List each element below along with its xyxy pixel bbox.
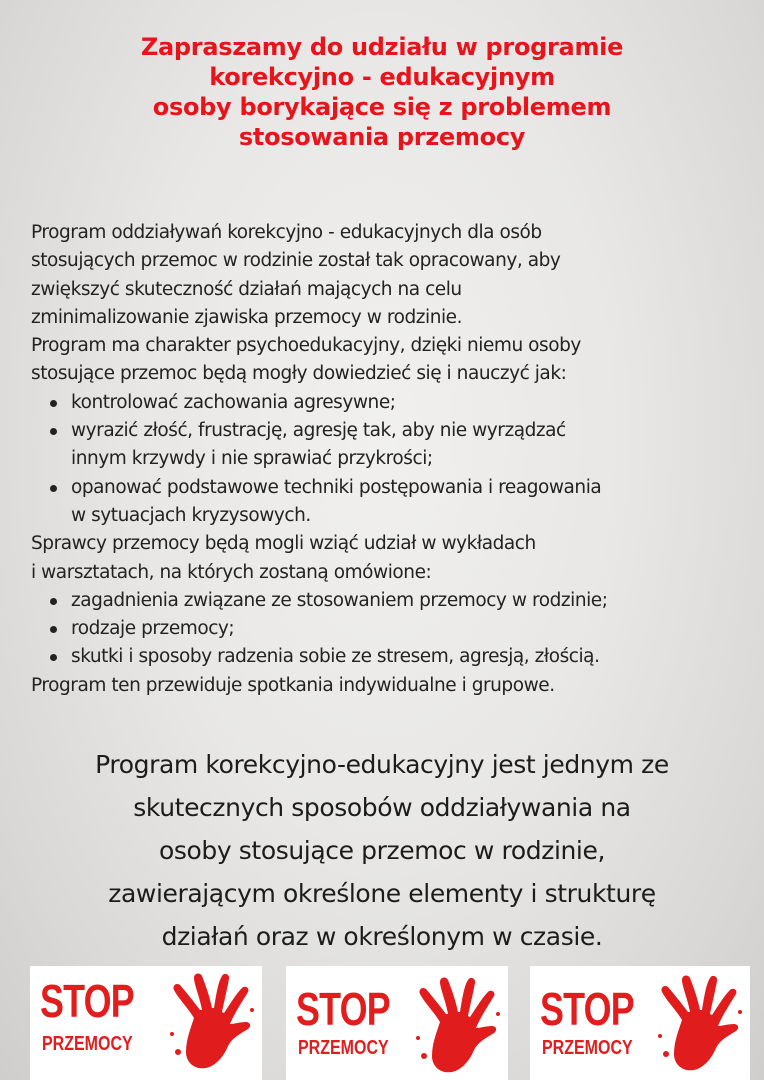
closing-line: skutecznych sposobów oddziaływania na: [133, 793, 631, 822]
title-line: stosowania przemocy: [238, 123, 526, 151]
topics-list: [31, 587, 764, 672]
stop-word: STOP: [296, 983, 390, 1035]
closing-line: działań oraz w określonym w czasie.: [161, 922, 603, 951]
list-item-text: innym krzywdy i nie sprawiać przykrości;: [71, 448, 433, 470]
stop-word: STOP: [540, 983, 634, 1035]
red-hand-icon: [410, 974, 502, 1078]
list-item-text: wyrazić złość, frustrację, agresję tak, aby nie wyrządzać: [71, 420, 566, 442]
closing-line: zawierającym określone elementy i strukturę: [108, 879, 656, 908]
stop-subtitle: PRZEMOCY: [42, 1033, 133, 1055]
intro-line: stosujących przemoc w rodzinie został tak opracowany, aby: [31, 250, 561, 272]
closing-line: Program korekcyjno-edukacyjny jest jednym ze: [95, 750, 669, 779]
red-hand-icon: [164, 970, 256, 1074]
page-title: [0, 32, 764, 152]
intro-line: zminimalizowanie zjawiska przemocy w rodzinie.: [31, 306, 463, 328]
closing-line: osoby stosujące przemoc w rodzinie,: [158, 836, 606, 865]
middle-line: i warsztatach, na których zostaną omówione:: [31, 561, 432, 583]
stop-badge: [286, 966, 508, 1080]
list-item: [31, 389, 764, 417]
list-item-text: opanować podstawowe techniki postępowania i reagowania: [71, 476, 602, 498]
list-item: zagadnienia związane ze stosowaniem przemocy w rodzinie;: [31, 587, 764, 615]
stop-badges: [0, 966, 764, 1080]
list-item: rodzaje przemocy;: [31, 615, 764, 643]
outro-line: Program ten przewiduje spotkania indywidualne i grupowe.: [31, 674, 555, 696]
program-description: [31, 219, 764, 700]
stop-badge: [530, 966, 750, 1080]
middle-line: Sprawcy przemocy będą mogli wziąć udział w wykładach: [31, 533, 536, 555]
intro-line: stosujące przemoc będą mogły dowiedzieć się i nauczyć jak:: [31, 363, 567, 385]
intro-line: Program oddziaływań korekcyjno - edukacyjnych dla osób: [31, 222, 542, 243]
closing-statement: [0, 743, 764, 958]
red-hand-icon: [652, 972, 744, 1076]
intro-line: zwiększyć skuteczność działań mających na celu: [31, 278, 462, 300]
intro-line: Program ma charakter psychoedukacyjny, dzięki niemu osoby: [31, 335, 581, 357]
stop-badge: [30, 966, 262, 1080]
list-item: skutki i sposoby radzenia sobie ze stresem, agresją, złością.: [31, 643, 764, 671]
stop-subtitle: PRZEMOCY: [542, 1037, 633, 1059]
title-line: korekcyjno - edukacyjnym: [209, 63, 555, 91]
stop-word: STOP: [40, 975, 134, 1027]
title-line: Zapraszamy do udziału w programie: [140, 33, 624, 61]
stop-subtitle: PRZEMOCY: [298, 1037, 389, 1059]
list-item: [31, 417, 764, 474]
list-item-text: kontrolować zachowania agresywne;: [71, 391, 396, 413]
title-line: osoby borykające się z problemem: [152, 93, 612, 121]
list-item: [31, 474, 764, 531]
skills-list: [31, 389, 764, 530]
list-item-text: w sytuacjach kryzysowych.: [71, 504, 311, 526]
